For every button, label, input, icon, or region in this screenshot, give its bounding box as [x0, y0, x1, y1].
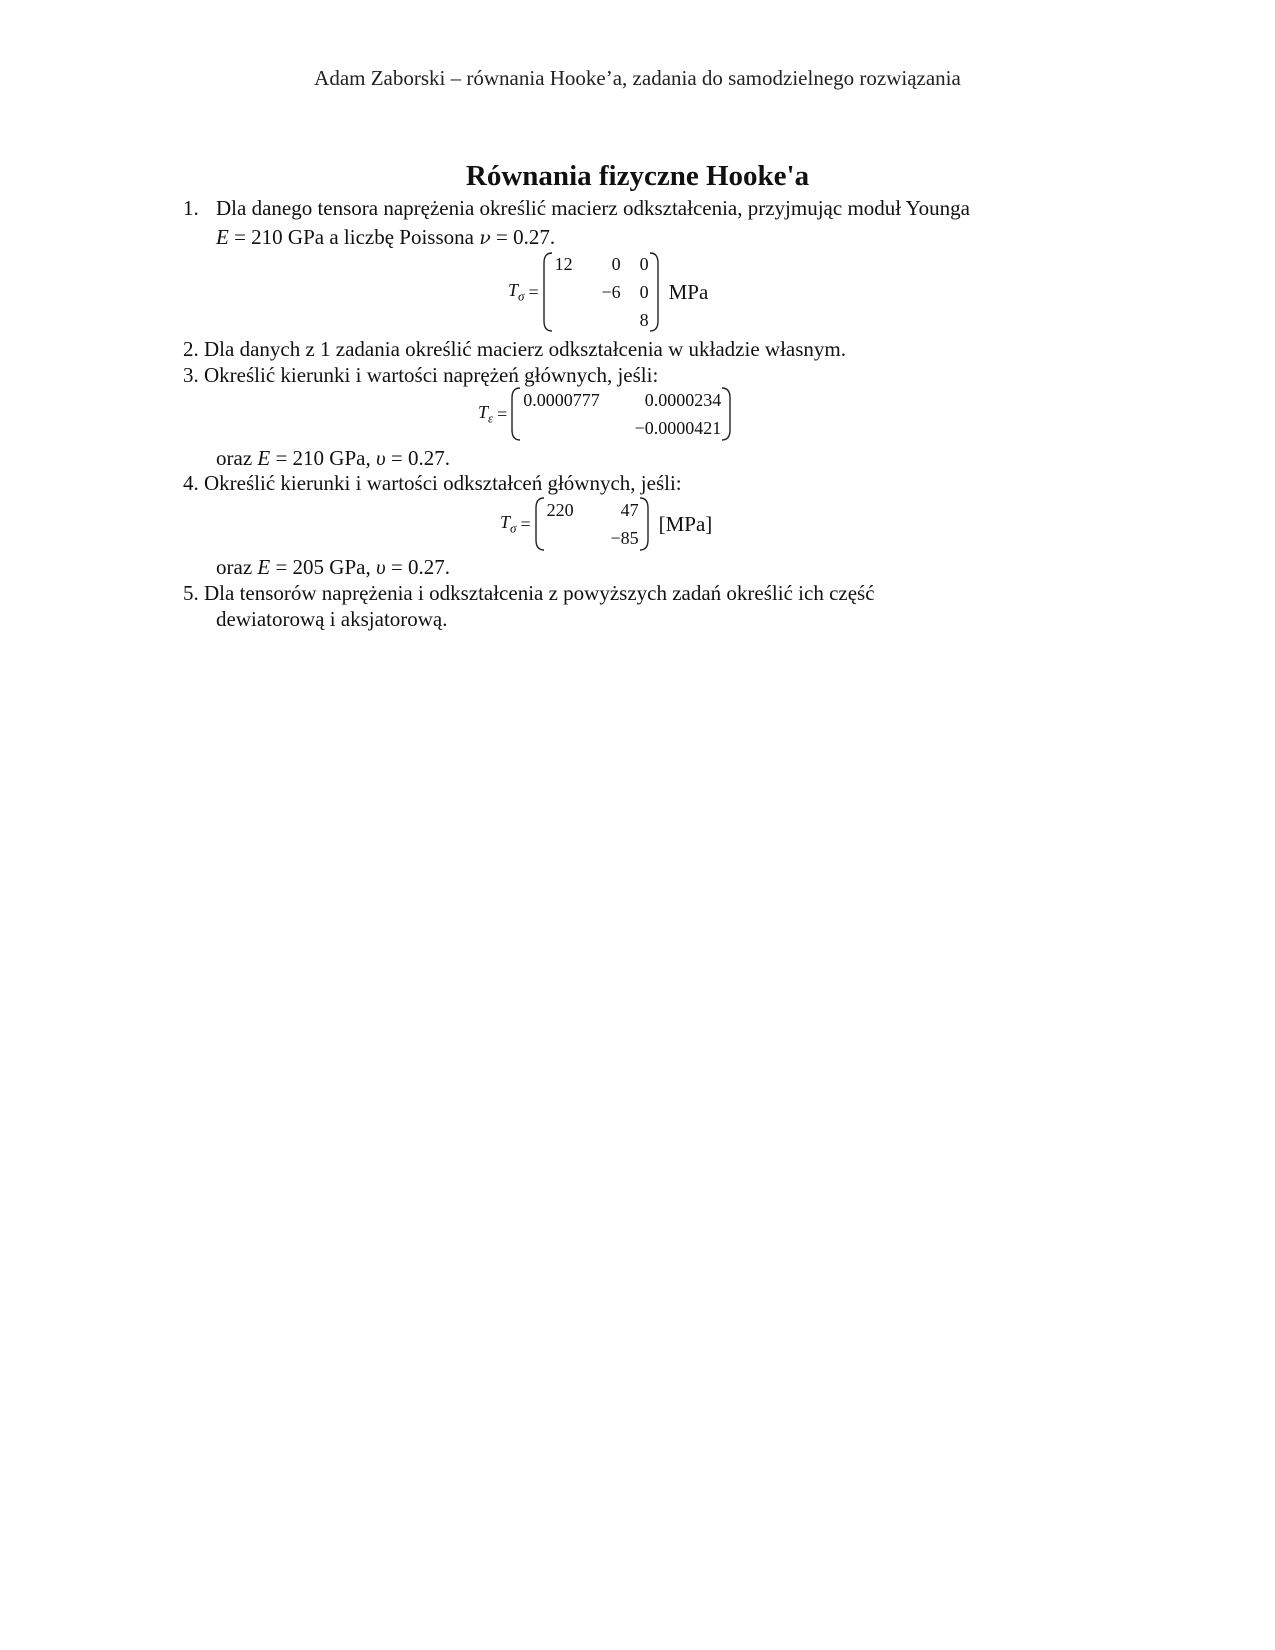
matrix-cell: 47 [620, 500, 639, 520]
symbol-nu: ν [479, 227, 491, 249]
matrix-cells [545, 496, 639, 552]
matrix-cells [521, 386, 721, 442]
symbol-E: E [257, 446, 271, 470]
task1-number: 1. [183, 196, 199, 220]
task1-line2-mid: = 210 GPa a liczbę Poissona [228, 225, 480, 249]
left-paren [511, 386, 521, 442]
right-paren [639, 496, 649, 552]
task3-text: 3. Określić kierunki i wartości naprężeń głównych, jeśli: [183, 363, 659, 387]
right-paren [649, 251, 659, 333]
matrix-cell: 8 [639, 310, 649, 330]
matrix-lhs: $T_\sigma$ [500, 511, 517, 536]
task1-stress-matrix [508, 250, 708, 334]
task5-text-line2: dewiatorową i aksjatorową. [216, 607, 448, 631]
matrix-cell [583, 306, 621, 334]
matrix-cell: 220 [546, 500, 574, 520]
page-title: Równania fizyczne Hooke'a [465, 160, 810, 192]
task4-text: 4. Określić kierunki i wartości odkształceń głównych, jeśli: [183, 471, 682, 495]
matrix-cell: 0 [639, 254, 649, 274]
matrix-cell: 0.0000234 [644, 390, 722, 410]
left-paren [535, 496, 545, 552]
task1-text-line1: Dla danego tensora naprężenia określić macierz odkształcenia, przyjmując moduł Younga [216, 196, 970, 220]
task5-text-line1: 5. Dla tensorów naprężenia i odkształcenia z powyższych zadań określić ich część [183, 581, 875, 605]
matrix-cell [553, 278, 583, 306]
matrix-unit: [MPa] [658, 511, 713, 536]
symbol-upsilon: υ [375, 446, 386, 470]
matrix-cell: 0 [639, 282, 649, 302]
matrix-cell [553, 306, 583, 334]
matrix-cell [521, 414, 621, 442]
matrix-cells [553, 250, 649, 334]
matrix-eq: = [528, 281, 539, 302]
matrix-lhs: $T_\varepsilon$ [478, 401, 494, 426]
matrix-cell [545, 524, 589, 552]
task1-text-line2 [216, 225, 555, 250]
symbol-upsilon: υ [375, 555, 386, 579]
page-header: Adam Zaborski – równania Hooke’a, zadania do samodzielnego rozwiązania [314, 66, 961, 90]
left-paren [543, 251, 553, 333]
matrix-cell: −0.0000421 [634, 418, 722, 438]
matrix-eq: = [497, 403, 508, 424]
matrix-cell: 0.0000777 [523, 390, 600, 410]
matrix-cell: 0 [611, 254, 621, 274]
symbol-E: E [257, 555, 271, 579]
matrix-lhs: $T_\sigma$ [508, 279, 525, 304]
matrix-cell: 12 [554, 254, 573, 274]
task2-text: 2. Dla danych z 1 zadania określić macierz odkształcenia w układzie własnym. [183, 337, 846, 361]
matrix-cell: −85 [610, 528, 639, 548]
task3-strain-matrix [478, 386, 731, 442]
matrix-cell: −6 [601, 282, 621, 302]
task4-conditions: oraz E = 205 GPa, υ = 0.27. [216, 555, 450, 579]
matrix-eq: = [520, 513, 531, 534]
matrix-unit: MPa [668, 279, 709, 304]
symbol-E: E [216, 225, 229, 249]
right-paren [721, 386, 731, 442]
task4-stress-matrix [500, 496, 712, 552]
task1-line2-end: = 0.27. [490, 225, 556, 249]
task3-conditions: oraz E = 210 GPa, υ = 0.27. [216, 446, 450, 470]
